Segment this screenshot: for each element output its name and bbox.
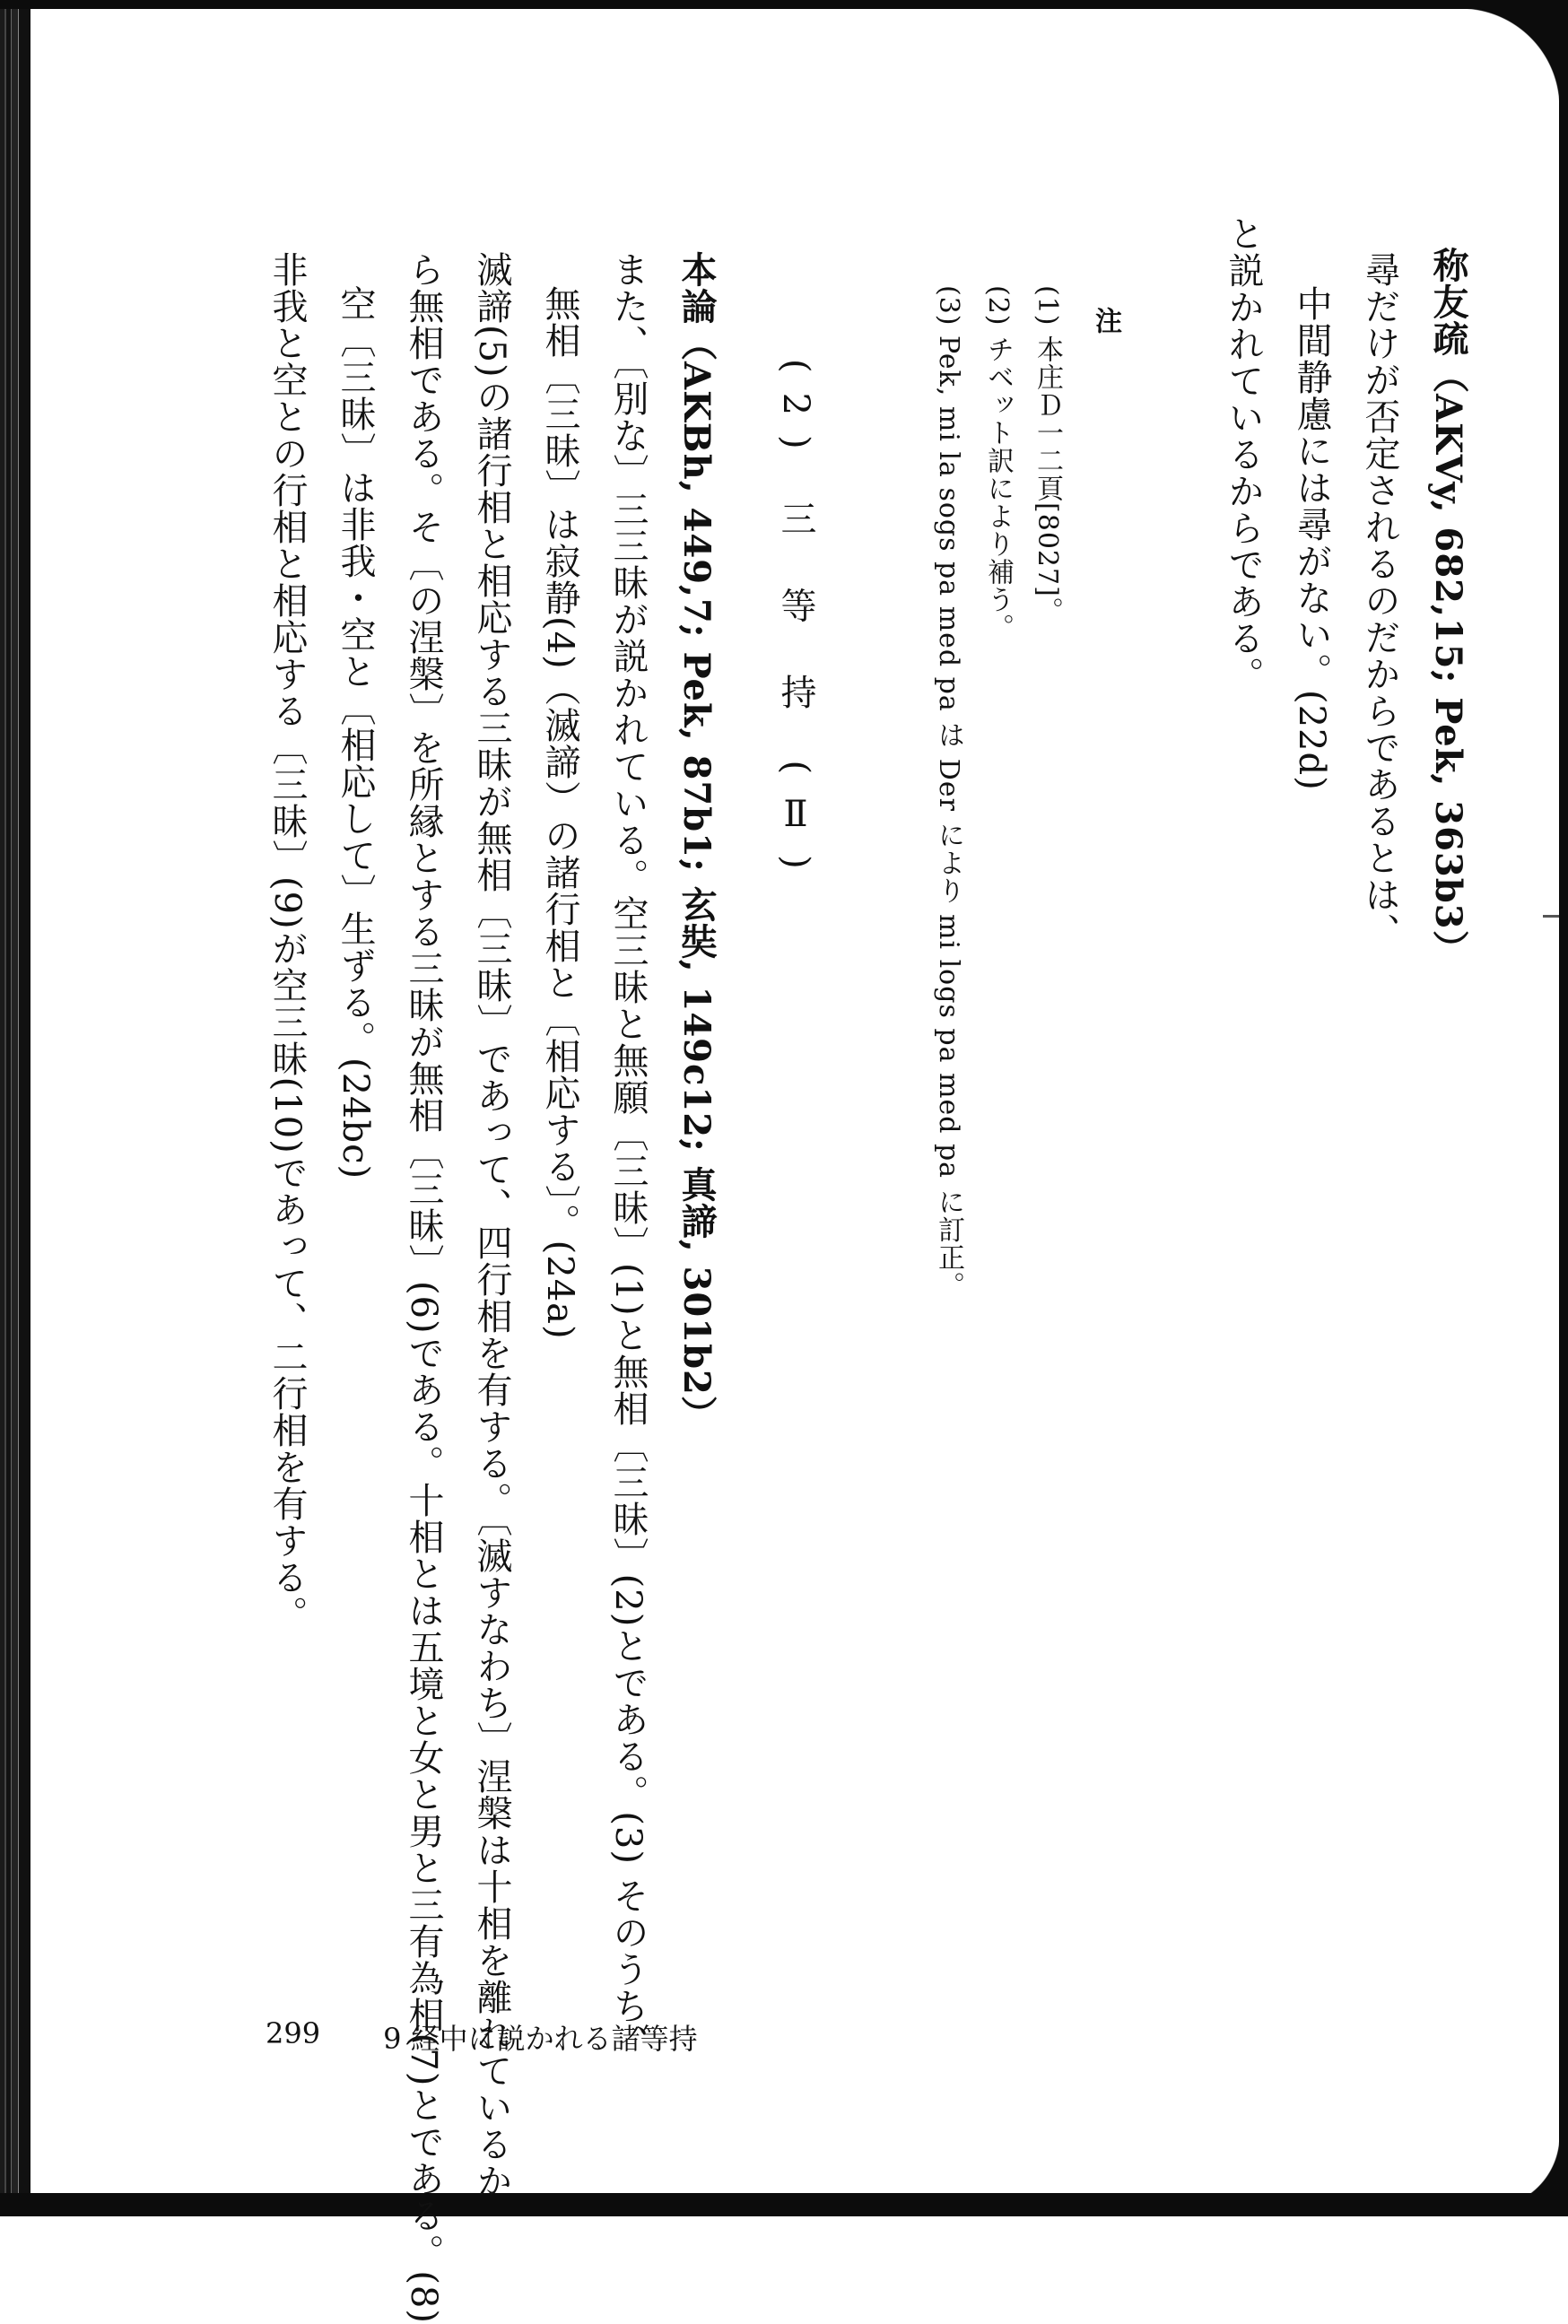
commentary-line-2: 中間静慮には尋がない。(22d) (1291, 285, 1332, 791)
scan-border-bottom (0, 2193, 1568, 2216)
page-corner-bottom-right (1487, 2136, 1568, 2216)
scan-border-right (1559, 0, 1568, 2216)
main-text-line-4: ら無相である。そ〔の涅槃〕を所縁とする三昧が無相〔三昧〕(6)である。十相とは五境と女と男と三有為相(7)とである。(8) (403, 251, 444, 2324)
running-title: 9 経中に説かれる諸等持 (383, 2022, 698, 2056)
edge-mark (1543, 915, 1559, 918)
scan-border-top (0, 0, 1568, 9)
main-text-line-6: 非我と空との行相と相応する〔三昧〕(9)が空三昧(10)であって、二行相を有する。 (266, 251, 308, 1632)
main-text-heading: 本論（AKBh, 449,7; Pek, 87b1; 玄奘, 149c12; 真諦, 301b2） (675, 251, 718, 1432)
note-2: (2) チベット訳により補う。 (982, 285, 1014, 642)
page-corner-top-right (1460, 0, 1568, 108)
notes-label: 注 (1090, 307, 1121, 335)
main-text-line-1: また、〔別な〕三三昧が説かれている。空三昧と無願〔三昧〕(1)と無相〔三昧〕(2)とである。(3) そのうち、 (607, 251, 649, 2061)
commentary-heading: 称友疏（AKVy, 682,15; Pek, 363b3） (1427, 247, 1469, 967)
section-title: (2) 三 等 持 (Ⅱ) (775, 359, 816, 889)
binding-gutter (0, 0, 30, 2216)
main-text-line-3: 滅諦(5)の諸行相と相応する三昧が無相〔三昧〕であって、四行相を有する。〔滅すなわち〕涅槃は十相を離れているか (471, 251, 512, 2199)
main-text-line-2: 無相〔三昧〕は寂静(4)（滅諦）の諸行相と〔相応する〕。(24a) (539, 285, 580, 1340)
page-footer (266, 2016, 698, 2058)
commentary-line-3: と説かれているからである。 (1223, 215, 1264, 693)
note-1: (1) 本庄Ｄ一二頁[8027]。 (1032, 285, 1063, 625)
commentary-line-1: 尋だけが否定されるのだからであるとは、 (1359, 251, 1400, 950)
main-text-line-5: 空〔三昧〕は非我・空と〔相応して〕生ずる。(24bc) (335, 285, 376, 1180)
note-3: (3) Pek, mi la sogs pa med pa は Der により mi logs pa med pa に訂正。 (933, 285, 964, 1300)
page-number: 299 (266, 2016, 321, 2050)
